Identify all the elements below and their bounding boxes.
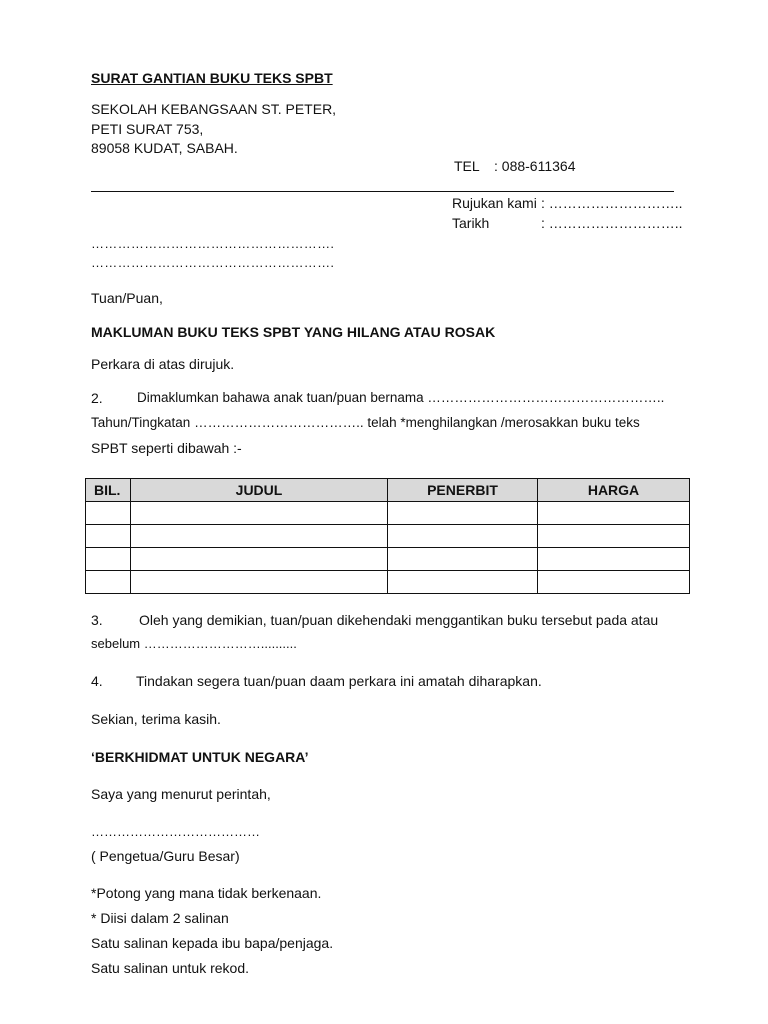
paragraph-1: Perkara di atas dirujuk. [91,356,235,372]
table-row [86,548,690,571]
table-cell [538,525,690,548]
table-cell [538,571,690,594]
address-line-3: 89058 KUDAT, SABAH. [91,140,238,156]
subject-line: MAKLUMAN BUKU TEKS SPBT YANG HILANG ATAU ROSAK [91,324,496,340]
letter-heading: SURAT GANTIAN BUKU TEKS SPBT [91,70,333,86]
table-cell [86,548,131,571]
paragraph-2-number: 2. [91,390,103,406]
paragraph-3-number: 3. [91,612,103,628]
table-cell [538,548,690,571]
header-divider [91,191,674,192]
paragraph-2-line-1: Dimaklumkan bahawa anak tuan/puan bernama …………………………………………….. [137,390,665,405]
note-1: *Potong yang mana tidak berkenaan. [91,885,322,901]
signature-line: ………………………………… [91,824,260,839]
note-3: Satu salinan kepada ibu bapa/penjaga. [91,935,334,951]
table-row [86,525,690,548]
paragraph-2-line-3: SPBT seperti dibawah :- [91,440,242,456]
closing-text: Sekian, terima kasih. [91,711,221,727]
table-cell [538,502,690,525]
reference-label: Rujukan kami [452,195,537,211]
date-label: Tarikh [452,215,490,231]
paragraph-2-line-2: Tahun/Tingkatan ……………………………….. telah *menghilangkan /merosakkan buku teks [91,415,640,430]
note-2: * Diisi dalam 2 salinan [91,910,229,926]
recipient-line-1: ………………………………………………. [91,236,335,251]
note-4: Satu salinan untuk rekod. [91,960,249,976]
table-row [86,502,690,525]
date-value: : ……………………….. [541,215,683,231]
column-header-bil: BIL. [86,479,131,502]
table-cell [388,502,538,525]
table-cell [131,525,388,548]
table-row [86,571,690,594]
table-cell [86,571,131,594]
address-line-1: SEKOLAH KEBANGSAAN ST. PETER, [91,101,337,117]
table-cell [86,502,131,525]
signatory-title: ( Pengetua/Guru Besar) [91,848,240,864]
table-header-row [86,479,690,502]
tel-value: : 088-611364 [494,158,576,174]
paragraph-4-number: 4. [91,673,103,689]
motto: ‘BERKHIDMAT UNTUK NEGARA’ [91,749,309,765]
table-cell [388,548,538,571]
column-header-judul: JUDUL [131,479,388,502]
address-line-2: PETI SURAT 753, [91,121,204,137]
table-cell [388,525,538,548]
recipient-line-2: ………………………………………………. [91,255,335,270]
paragraph-3-line-1: Oleh yang demikian, tuan/puan dikehendaki menggantikan buku tersebut pada atau [139,612,659,628]
tel-label: TEL [454,158,480,174]
table-cell [131,502,388,525]
table-cell [131,548,388,571]
paragraph-4-text: Tindakan segera tuan/puan daam perkara ini amatah diharapkan. [136,673,542,689]
order-text: Saya yang menurut perintah, [91,786,271,802]
column-header-harga: HARGA [538,479,690,502]
paragraph-3-line-2: sebelum ……………………….......... [91,636,297,651]
column-header-penerbit: PENERBIT [388,479,538,502]
table-cell [131,571,388,594]
reference-value: : ……………………….. [541,195,683,211]
textbook-table [85,478,690,594]
salutation: Tuan/Puan, [91,290,163,306]
table-cell [86,525,131,548]
table-cell [388,571,538,594]
